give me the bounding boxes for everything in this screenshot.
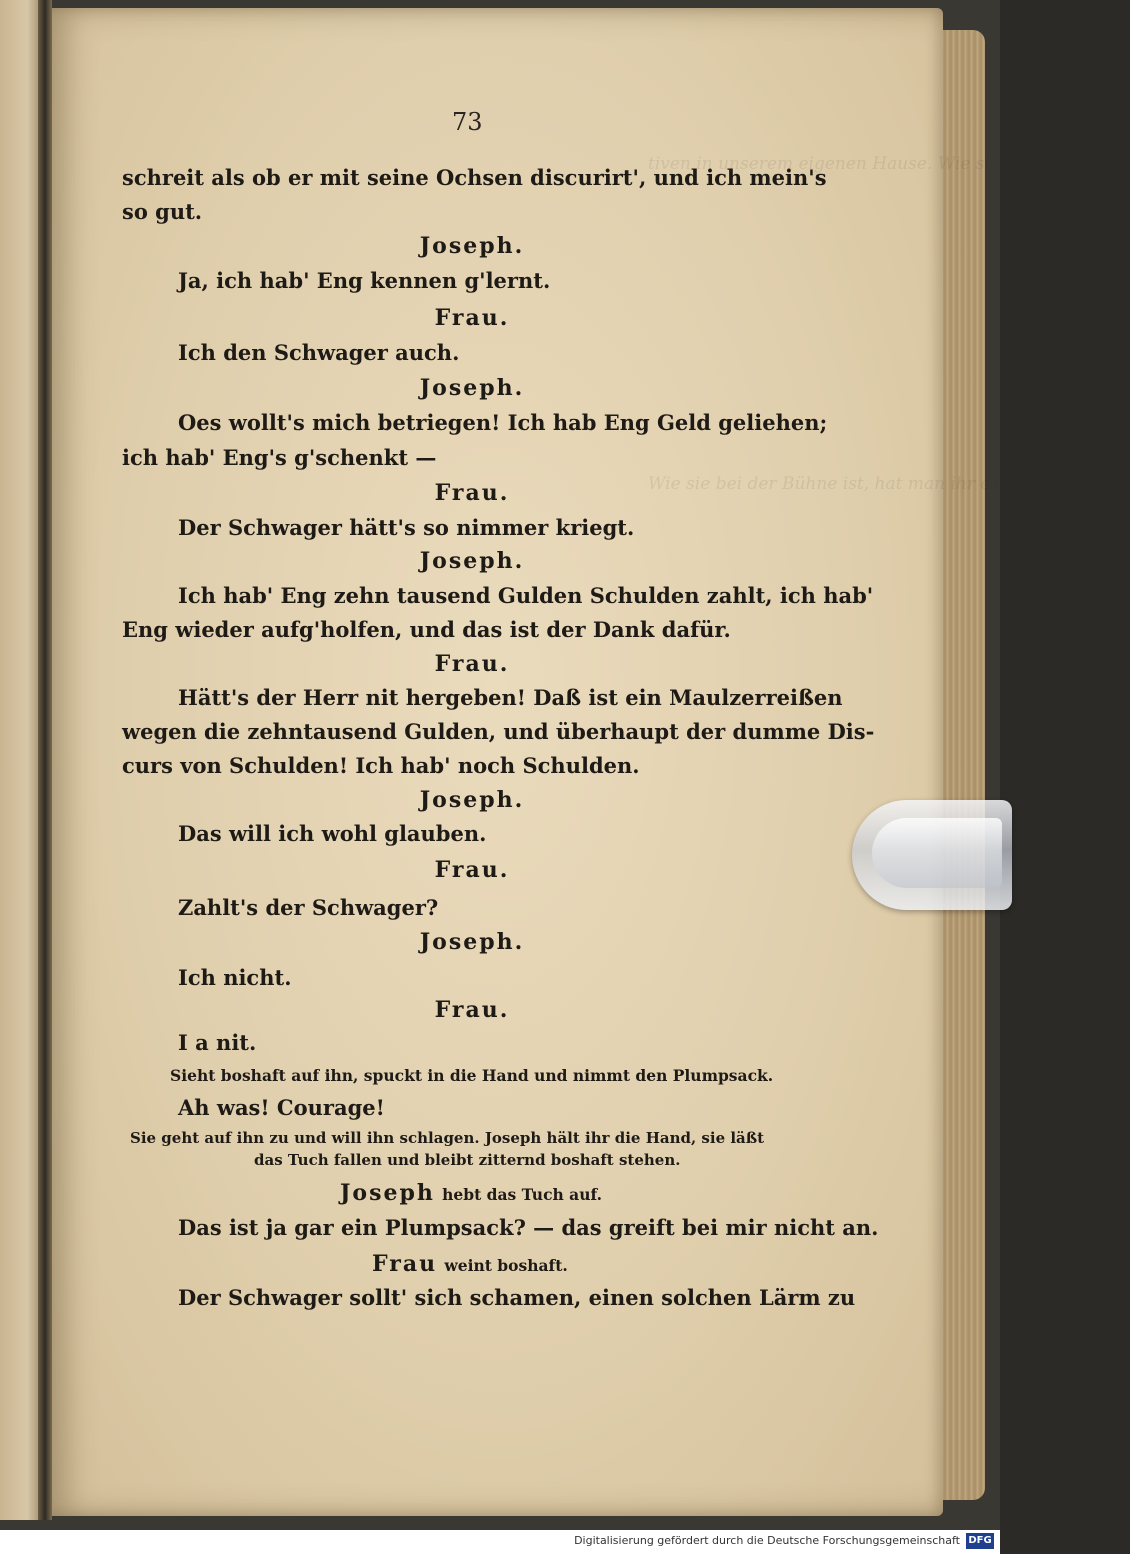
page-number: 73 (452, 108, 483, 136)
speaker-joseph: Joseph (340, 1180, 435, 1206)
text-line: Ich hab' Eng zehn tausend Gulden Schulden zahlt, ich hab' (178, 583, 874, 608)
show-through-text: tiven in unserem eigenen Hause. Wie sieht es denn hier (648, 154, 1130, 174)
text-line: Oes wollt's mich betriegen! Ich hab Eng Geld geliehen; (178, 410, 828, 435)
speaker-joseph: Joseph. (419, 233, 525, 259)
speaker-joseph: Joseph. (419, 548, 525, 574)
stage-direction: weint boshaft. (444, 1256, 568, 1275)
text-line: ich hab' Eng's g'schenkt — (122, 445, 437, 470)
speaker-frau: Frau (372, 1251, 438, 1277)
text-line: curs von Schulden! Ich hab' noch Schulden. (122, 753, 640, 778)
text-line: Das ist ja gar ein Plumpsack? — das greift bei mir nicht an. (178, 1215, 879, 1240)
speaker-joseph: Joseph. (419, 787, 525, 813)
text-line: Eng wieder aufg'holfen, und das ist der Dank dafür. (122, 617, 731, 642)
text-line: Der Schwager hätt's so nimmer kriegt. (178, 515, 635, 540)
speaker-frau: Frau. (434, 480, 510, 506)
show-through-text: Wie sie bei der Bühne ist, hat man ihr es nicht (648, 474, 1049, 494)
text-line: wegen die zehntausend Gulden, und überhaupt der dumme Dis- (122, 719, 875, 744)
speaker-frau: Frau. (434, 305, 510, 331)
stage-direction: das Tuch fallen und bleibt zitternd boshaft stehen. (254, 1151, 681, 1169)
funding-credit: Digitalisierung gefördert durch die Deutsche Forschungsgemeinschaft (574, 1534, 960, 1547)
speaker-frau: Frau. (434, 857, 510, 883)
page-clip-highlight (872, 818, 1002, 888)
text-line: Der Schwager sollt' sich schamen, einen solchen Lärm zu (178, 1285, 856, 1310)
text-line: Hätt's der Herr nit hergeben! Daß ist ein Maulzerreißen (178, 685, 843, 710)
text-line: so gut. (122, 199, 203, 224)
text-line: Ja, ich hab' Eng kennen g'lernt. (178, 268, 551, 293)
text-line: Ah was! Courage! (178, 1095, 385, 1120)
text-line: Ich nicht. (178, 965, 292, 990)
text-line: Das will ich wohl glauben. (178, 821, 487, 846)
speaker-frau: Frau. (434, 651, 510, 677)
stage-direction: Sieht boshaft auf ihn, spuckt in die Hand und nimmt den Plumpsack. (170, 1066, 774, 1085)
text-line: I a nit. (178, 1030, 257, 1055)
dfg-logo: DFG (966, 1533, 994, 1549)
stage-direction: hebt das Tuch auf. (442, 1185, 602, 1204)
speaker-stage-line (372, 1251, 568, 1277)
speaker-frau: Frau. (434, 997, 510, 1023)
footer-bar (0, 1530, 1000, 1554)
speaker-joseph: Joseph. (419, 929, 525, 955)
page-clip (852, 800, 1012, 910)
text-line: Ich den Schwager auch. (178, 340, 460, 365)
book-gutter (38, 0, 52, 1520)
speaker-stage-line (340, 1180, 602, 1206)
text-line: Zahlt's der Schwager? (178, 895, 439, 920)
stage-direction: Sie geht auf ihn zu und will ihn schlagen. Joseph hält ihr die Hand, sie läßt (130, 1129, 765, 1147)
speaker-joseph: Joseph. (419, 375, 525, 401)
text-line: schreit als ob er mit seine Ochsen discurirt', und ich mein's (122, 165, 827, 190)
